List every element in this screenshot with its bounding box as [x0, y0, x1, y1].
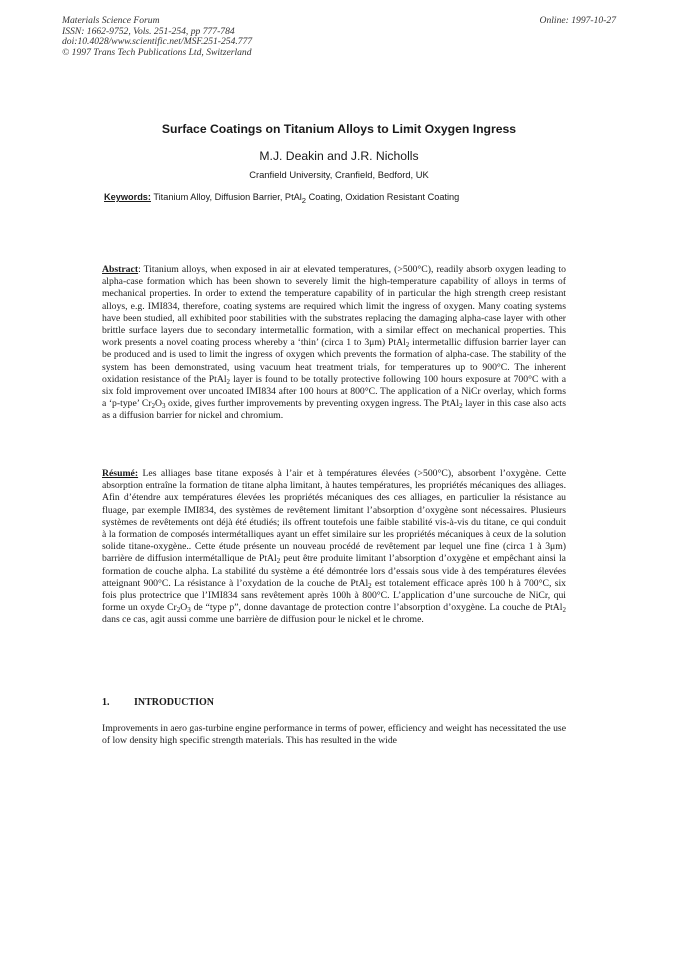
- abstract-paragraph: [102, 264, 566, 423]
- issn-line: ISSN: 1662-9752, Vols. 251-254, pp 777-784: [62, 25, 235, 37]
- keywords-text-2: Coating, Oxidation Resistant Coating: [306, 192, 460, 202]
- section-number: 1.: [102, 697, 110, 708]
- abstract-sub-1: 2: [405, 341, 410, 350]
- journal-header: [62, 16, 382, 58]
- section-heading-introduction: [102, 697, 566, 708]
- abstract-sub-2: 2: [226, 377, 231, 386]
- abstract-text-2: intermetallic diffusion barrier layer can be produced and is used to limit the ingress of oxygen which prevents the formation of alpha-case. The stability of the system has been demonstrated, using vacuum heat treatment trials, for temperatures up to 900°C. The inherent oxidation resistance of the PtAl: [102, 337, 566, 385]
- resume-text-3: est totalement efficace après 100 h à 700°C, six fois plus protectrice que l’IMI834 sans revêtement après 100h à 800°C. L’application d’une surcouche de NiCr, qui forme un oxyde Cr: [102, 577, 566, 614]
- resume-sub-1: 2: [276, 557, 281, 566]
- abstract-text-4: O: [155, 398, 163, 410]
- abstract-text-1: : Titanium alloys, when exposed in air at elevated temperatures, (>500°C), readily absorb oxygen leading to alpha-case formation which has been shown to severely limit the high-temperature capability of alloys in terms of mechanical properties. In order to extend the temperature capability of in particular the high strength creep resistant alloys, e.g. IMI834, therefore, coating systems are required which limit the ingress of oxygen. Many coating systems have been studied, all exhibited poor stabilities with the substrates replacing the damaging alpha-case layer with other brittle surface layers due to secondary intermetallic formation, with a similar effect on mechanical properties. This work presents a novel coating process whereby a ‘thin’ (circa 1 to 3μm) PtAl: [102, 264, 566, 349]
- paper-authors: M.J. Deakin and J.R. Nicholls: [259, 149, 419, 163]
- paper-affiliation: Cranfield University, Cranfield, Bedford, UK: [249, 169, 429, 180]
- doi-line: doi:10.4028/www.scientific.net/MSF.251-254.777: [62, 36, 253, 48]
- abstract-text-5: oxide, gives further improvements by preventing oxygen ingress. The PtAl: [165, 398, 460, 410]
- paper-title: Surface Coatings on Titanium Alloys to Limit Oxygen Ingress: [161, 122, 517, 136]
- abstract-sub-3: 2: [151, 402, 156, 411]
- resume-label: Résumé:: [102, 468, 139, 479]
- online-date: Online: 1997-10-27: [539, 15, 616, 26]
- abstract-sub-5: 2: [459, 402, 463, 411]
- resume-text-2: peut être produite limitant l’absorption d’oxygène et empêchant ainsi la formation de couche alpha. La stabilité du système a été démontrée lors d’essais sous vide à des températures élevées atteignant 900°C. La résistance à l’oxydation de la couche de PtAl: [102, 553, 566, 589]
- keywords-text-1: Titanium Alloy, Diffusion Barrier, PtAl: [150, 192, 302, 202]
- resume-sub-4: 3: [187, 606, 191, 615]
- resume-sub-3: 2: [176, 606, 181, 615]
- keywords-label: Keywords:: [104, 192, 151, 202]
- keywords-sub: 2: [301, 195, 307, 205]
- copyright-line: © 1997 Trans Tech Publications Ltd, Switzerland: [62, 46, 252, 58]
- resume-sub-5: 2: [562, 606, 566, 615]
- section-title: INTRODUCTION: [134, 697, 215, 708]
- abstract-text-6: layer in this case also acts as a diffusion barrier for nickel and chromium.: [102, 398, 567, 422]
- resume-paragraph: [102, 468, 566, 627]
- resume-text-5: de “type p”, donne davantage de protection contre l’absorption d’oxygène. La couche de PtAl: [190, 602, 563, 614]
- resume-sub-2: 2: [368, 581, 372, 590]
- abstract-sub-4: 3: [162, 402, 166, 411]
- abstract-label: Abstract: [102, 264, 139, 275]
- abstract-text-3: layer is found to be totally protective following 100 hours exposure at 700°C with a six fold improvement over uncoated IMI834 after 100 hours at 800°C. The application of a NiCr overlay, which forms a ‘p-type’ Cr: [102, 373, 566, 410]
- keywords-line: [104, 192, 584, 205]
- resume-text-1: Les alliages base titane exposés à l’air et à températures élevées (>500°C), absorbent l’oxygène. Cette absorption entraîne la formation de titane alpha limitant, à hautes températures, les propriétés mécaniques des alliages. Afin d’étendre aux températures élevées les propriétés mécaniques des ces alliages, en particulier la résistance au fluage, par exemple IMI834, des systèmes de revêtement limitant l’absorption d’oxygène sont nécessaires. Plusieurs systèmes de revêtements ont déjà été étudiés; ils offrent toutefois une faible stabilité vis-à-vis du titane, ce qui conduit à la formation de composés intermétalliques ayant un effet similaire sur les propriétés mécaniques à ceux de la solution solide titane-oxygène.. Cette étude présente un nouveau procédé de revêtement par lequel une fine (circa 1 à 3μm) barrière de diffusion intermétallique de PtAl: [102, 468, 566, 565]
- resume-text-6: dans ce cas, agit aussi comme une barrière de diffusion pour le nickel et le chrome.: [102, 614, 424, 626]
- resume-text-4: O: [180, 602, 188, 614]
- introduction-paragraph: Improvements in aero gas-turbine engine performance in terms of power, efficiency and weight has necessitated the use of low density high specific strength materials. This has resulted in the wide: [102, 723, 566, 747]
- journal-name: Materials Science Forum: [62, 15, 160, 26]
